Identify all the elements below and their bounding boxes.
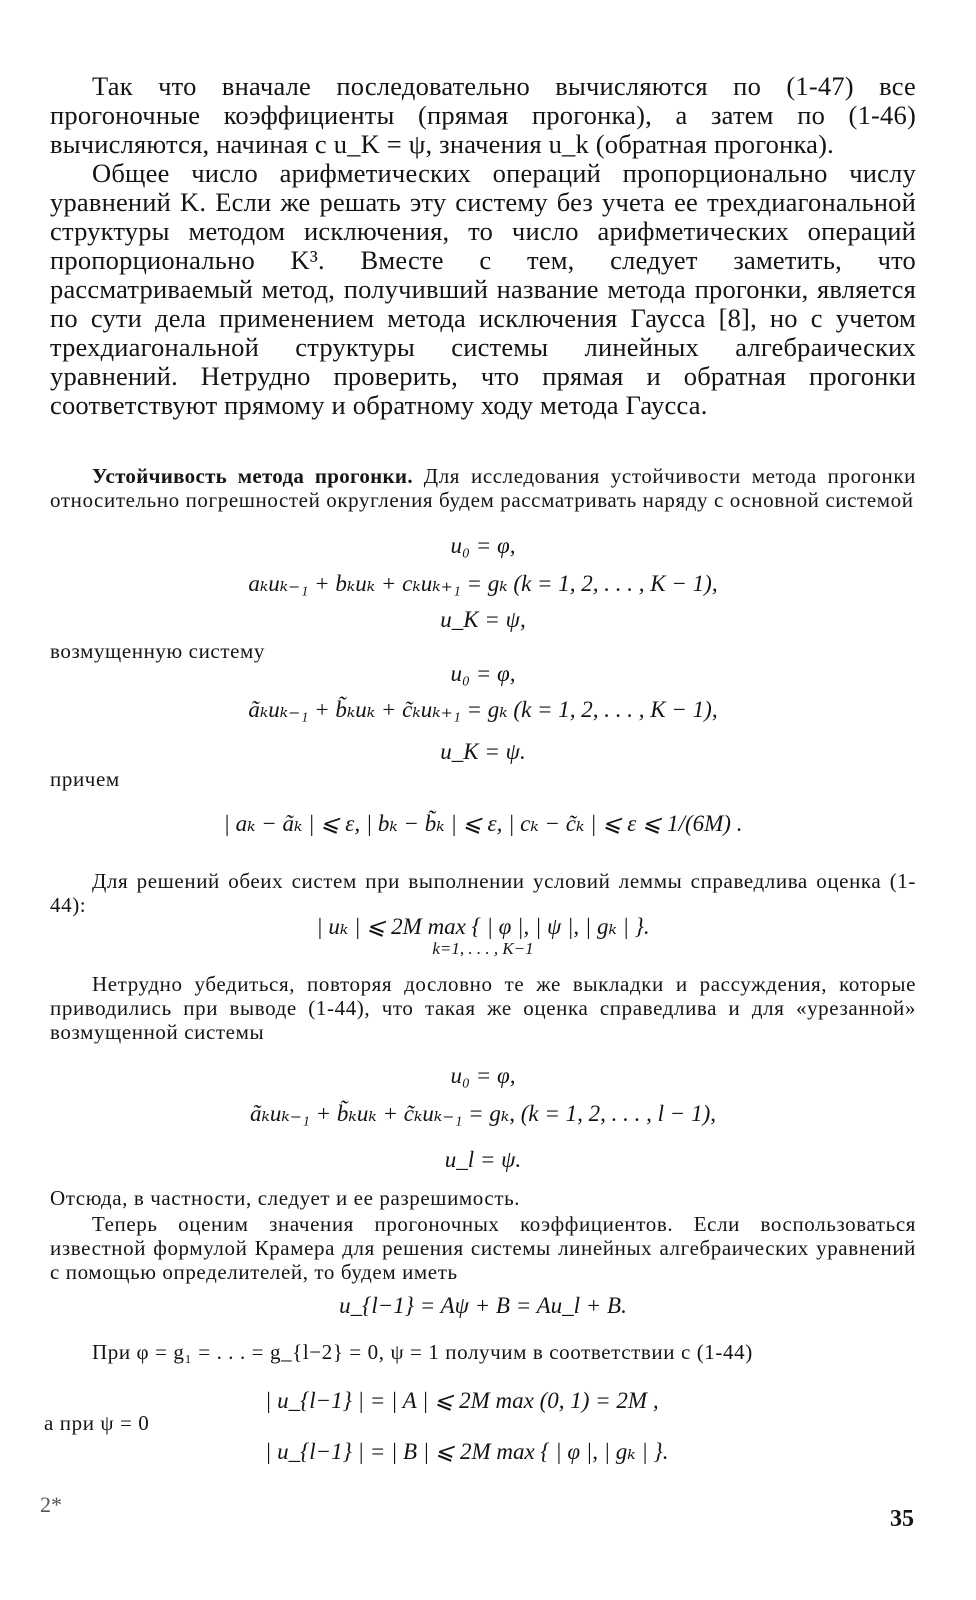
equation-perturbed-system: ãₖuₖ₋₁ + b̃ₖuₖ + c̃ₖuₖ₊₁ = gₖ (k = 1, 2, . . . , K − 1), xyxy=(248,697,718,722)
paragraph-operation-count: Общее число арифметических операций пропорционально числу уравнений K. Если же решать эту систему без учета ее трехдиагональной структуры методом исключения, то число арифметических операций пропорционально K³. Вместе с тем, следует заметить, что рассматриваемый метод, получивший название метода прогонки, является по сути дела применением метода исключения Гаусса [8], но с учетом трехдиагональной структуры системы линейных алгебраических уравнений. Нетрудно проверить, что прямая и обратная прогонки соответствуют прямому и обратному ходу метода Гаусса. xyxy=(50,158,916,420)
paragraph-solvability: Отсюда, в частности, следует и ее разрешимость. xyxy=(50,1186,521,1210)
equation-perturbation-conditions: | aₖ − ãₖ | ⩽ ε, | bₖ − b̃ₖ | ⩽ ε, | cₖ − c̃ₖ | ⩽ ε ⩽ 1/(6M) . xyxy=(223,811,743,836)
paragraph-stability xyxy=(50,464,916,512)
equation-main-boundary-left: u₀ = φ, xyxy=(450,533,516,558)
stability-text: Для исследования устойчивости метода прогонки относительно погрешностей округления будем рассматривать наряду с основной системой xyxy=(50,464,916,512)
equation-perturbed-boundary-right: u_K = ψ. xyxy=(440,739,526,764)
label-psi-zero: а при ψ = 0 xyxy=(44,1411,150,1435)
equation-main-boundary-right: u_K = ψ, xyxy=(440,607,526,632)
equation-bound-a: | u_{l−1} | = | A | ⩽ 2M max (0, 1) = 2M , xyxy=(265,1388,659,1413)
equation-truncated-boundary-right: u_l = ψ. xyxy=(444,1147,522,1172)
equation-estimate-subscript: k=1, . . . , K−1 xyxy=(432,939,534,958)
equation-perturbed-boundary-left: u₀ = φ, xyxy=(450,661,516,686)
equation-estimate: | uₖ | ⩽ 2M max { | φ |, | ψ |, | gₖ | }. xyxy=(316,914,650,939)
paragraph-lemma-estimate: Для решений обеих систем при выполнении условий леммы справедлива оценка (1-44): xyxy=(50,869,916,917)
paragraph-truncated-system: Нетрудно убедиться, повторяя дословно те же выкладки и рассуждения, которые приводились при выводе (1-44), что такая же оценка справедлива и для «урезанной» возмущенной системы xyxy=(50,972,916,1044)
equation-truncated-system: ãₖuₖ₋₁ + b̃ₖuₖ + c̃ₖuₖ₋₁ = gₖ, (k = 1, 2, . . . , l − 1), xyxy=(250,1101,716,1126)
paragraph-phi-zero: При φ = g₁ = . . . = g_{l−2} = 0, ψ = 1 получим в соответствии с (1-44) xyxy=(92,1340,753,1364)
section-heading: Устойчивость метода прогонки. xyxy=(92,464,413,488)
signature-mark: 2* xyxy=(40,1492,62,1517)
equation-cramer: u_{l−1} = Aψ + B = Au_l + B. xyxy=(339,1293,627,1318)
page-number: 35 xyxy=(890,1506,914,1532)
equation-truncated-boundary-left: u₀ = φ, xyxy=(450,1063,516,1088)
equation-main-system: aₖuₖ₋₁ + bₖuₖ + cₖuₖ₊₁ = gₖ (k = 1, 2, . . . , K − 1), xyxy=(248,571,718,596)
paragraph-sweep-order: Так что вначале последовательно вычисляются по (1-47) все прогоночные коэффициенты (прямая прогонка), а затем по (1-46) вычисляются, начиная с u_K = ψ, значения u_k (обратная прогонка). xyxy=(50,71,916,159)
paragraph-cramer: Теперь оценим значения прогоночных коэффициентов. Если воспользоваться известной формулой Крамера для решения системы линейных алгебраических уравнений с помощью определителей, то будем иметь xyxy=(50,1212,916,1284)
equation-bound-b: | u_{l−1} | = | B | ⩽ 2M max { | φ |, | gₖ | }. xyxy=(265,1439,669,1464)
label-moreover: причем xyxy=(50,767,120,791)
label-perturbed-system: возмущенную систему xyxy=(50,639,266,663)
